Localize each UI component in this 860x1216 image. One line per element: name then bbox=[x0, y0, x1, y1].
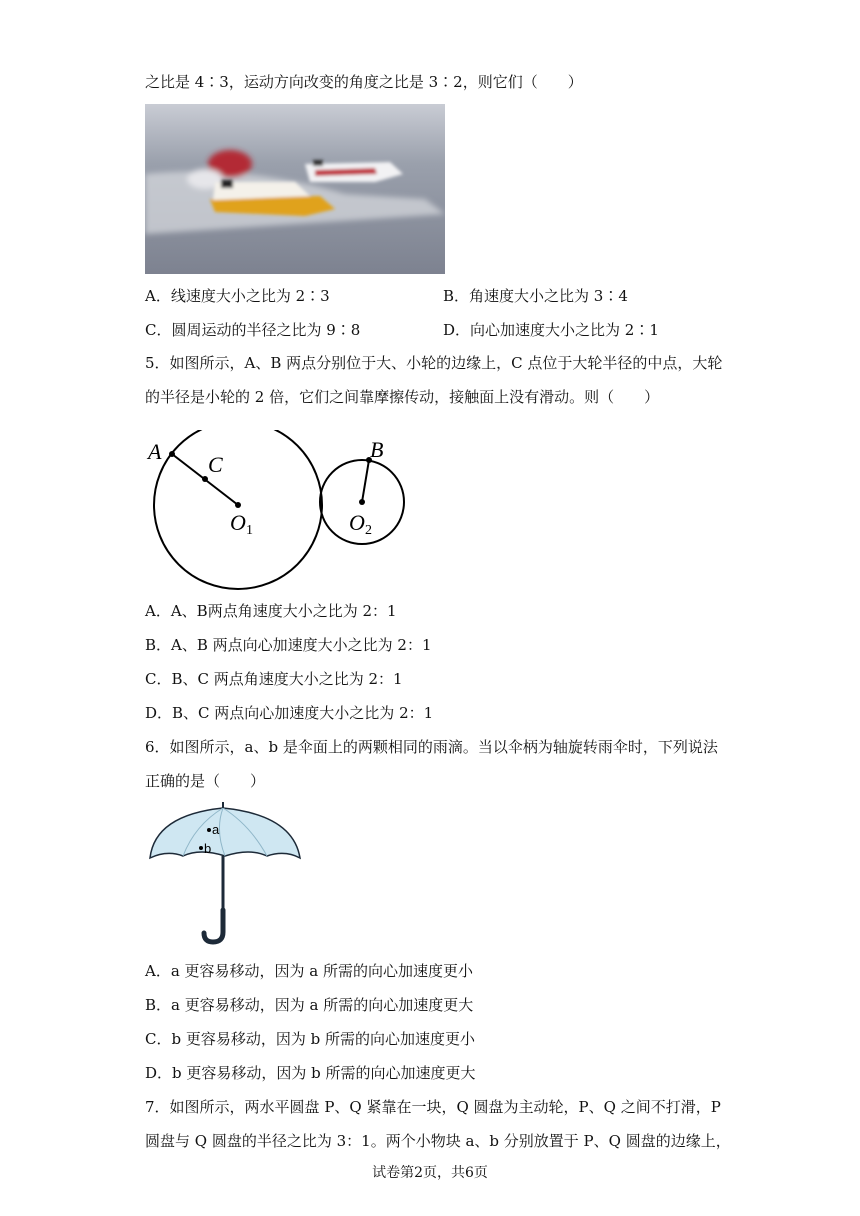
label-o1: O bbox=[230, 510, 246, 535]
umbrella-canopy bbox=[150, 808, 300, 858]
q4-option-c: C．圆周运动的半径之比为 9∶8 bbox=[145, 321, 361, 339]
umbrella-figure bbox=[145, 800, 305, 950]
label-c: C bbox=[208, 452, 223, 477]
small-wheel-radius bbox=[362, 460, 369, 502]
q4-option-a: A．线速度大小之比为 2∶3 bbox=[145, 287, 330, 305]
q5-option-c: C．B、C 两点角速度大小之比为 2：1 bbox=[145, 670, 403, 688]
q5-stem-line1: 5．如图所示，A、B 两点分别位于大、小轮的边缘上，C 点位于大轮半径的中点，大轮 bbox=[145, 354, 723, 372]
q5-option-b: B．A、B 两点向心加速度大小之比为 2：1 bbox=[145, 636, 432, 654]
q5-stem-line2: 的半径是小轮的 2 倍，它们之间靠摩擦传动，接触面上没有滑动。则（ ） bbox=[145, 388, 660, 406]
q6-stem-line2: 正确的是（ ） bbox=[145, 772, 266, 790]
label-o2: O bbox=[349, 510, 365, 535]
friction-wheels-figure bbox=[140, 430, 420, 595]
q6-option-d: D．b 更容易移动，因为 b 所需的向心加速度更大 bbox=[145, 1064, 476, 1082]
q4-stem-tail: 之比是 4∶3，运动方向改变的角度之比是 3∶2，则它们（ ） bbox=[145, 73, 583, 91]
q6-stem-line1: 6．如图所示，a、b 是伞面上的两颗相同的雨滴。当以伞柄为轴旋转雨伞时，下列说法 bbox=[145, 738, 718, 756]
point-o2 bbox=[359, 499, 365, 505]
raindrop-b bbox=[199, 846, 203, 850]
q5-option-a: A．A、B两点角速度大小之比为 2：1 bbox=[145, 602, 397, 620]
label-raindrop-b: b bbox=[204, 841, 212, 856]
point-a bbox=[169, 451, 175, 457]
label-o2-sub: 2 bbox=[365, 523, 372, 538]
label-o1-sub: 1 bbox=[246, 523, 253, 538]
q4-option-d: D．向心加速度大小之比为 2∶1 bbox=[443, 321, 659, 339]
umbrella-handle bbox=[204, 910, 223, 942]
q6-option-b: B．a 更容易移动，因为 a 所需的向心加速度更大 bbox=[145, 996, 474, 1014]
label-raindrop-a: a bbox=[212, 822, 220, 837]
q5-option-d: D．B、C 两点向心加速度大小之比为 2：1 bbox=[145, 704, 434, 722]
q7-stem-line2: 圆盘与 Q 圆盘的半径之比为 3：1。两个小物块 a、b 分别放置于 P、Q 圆盘的边缘上， bbox=[145, 1132, 731, 1150]
label-a: A bbox=[148, 439, 162, 464]
speedboat-photo bbox=[145, 104, 445, 274]
q6-option-c: C．b 更容易移动，因为 b 所需的向心加速度更小 bbox=[145, 1030, 475, 1048]
point-o1 bbox=[235, 502, 241, 508]
q6-option-a: A．a 更容易移动，因为 a 所需的向心加速度更小 bbox=[145, 962, 474, 980]
page-footer: 试卷第2页，共6页 bbox=[372, 1165, 488, 1181]
raindrop-a bbox=[207, 828, 211, 832]
q7-stem-line1: 7．如图所示，两水平圆盘 P、Q 紧靠在一块，Q 圆盘为主动轮，P、Q 之间不打滑，P bbox=[145, 1098, 721, 1116]
q4-option-b: B．角速度大小之比为 3∶4 bbox=[443, 287, 628, 305]
label-b: B bbox=[370, 437, 384, 462]
